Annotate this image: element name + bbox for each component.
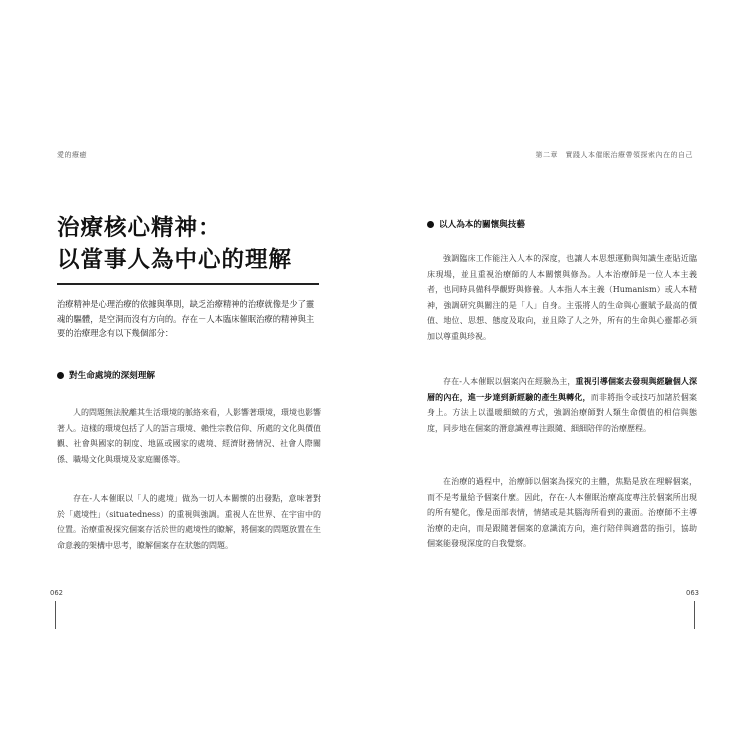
body-paragraph-left-2: 存在-人本催眠以「人的處境」做為一切人本關懷的出發點，意味著對於「處境性」（situatedness）的重視與強調。重視人在世界、在宇宙中的位置。治療重視探究個案存活於世的處境性的瞭解，將個案的問題放置在生命意義的架構中思考，瞭解個案存在狀態的問題。: [57, 494, 321, 550]
section-heading-right-text: 以人為本的關懷與技藝: [439, 220, 525, 230]
folio-rule-right: [694, 601, 695, 629]
bullet-icon: [57, 372, 64, 379]
running-head-right: 第二章 實踐人本催眠治療帶領探索內在的自己: [535, 151, 693, 159]
body-paragraph-left-1: 人的問題無法脫離其生活環境的脈絡來看，人影響著環境，環境也影響著人。這樣的環境包括了人的語言環境、賴性宗教信仰、所處的文化與價值觀、社會與國家的制度、地區或國家的處境、經濟財務情況、社會人際關係、職場文化與環境及家庭關係等。: [57, 408, 321, 464]
running-head-left: 愛的療癒: [57, 151, 87, 159]
intro-paragraph: 治療精神是心理治療的依據與準則，缺乏治療精神的治療就像是少了靈魂的驅體，是空洞而沒有方向的。存在－人本臨床催眠治療的精神與主要的治療理念有以下幾個部分：: [57, 299, 315, 339]
body-paragraph-right-3: 在治療的過程中，治療師以個案為探究的主體，焦點是放在理解個案，而不是考量給予個案什麼。因此，存在-人本催眠治療高度專注於個案所出現的所有變化，像是面部表情，情緒或是其腦海所看到的畫面。治療師不主導治療的走向，而是跟隨著個案的意識流方向，進行陪伴與適當的指引，協助個案能發現深度的自我覺察。: [427, 477, 697, 549]
title-rule: [57, 283, 319, 285]
body-paragraph-right-1: 強調臨床工作能注入人本的深度，也讓人本思想運動與知識生產貼近臨床現場，並且重視治療師的人本關懷與修為。人本治療師是一位人本主義者，也同時具備科學觀野與修養。人本指人本主義（Humanism）或人本精神，強調研究與關注的是「人」自身。主張將人的生命與心靈賦予最高的價值、地位、思想、態度及取向，並且除了人之外，所有的生命與心靈都必須加以尊重與珍視。: [427, 254, 697, 341]
chapter-title: [57, 212, 292, 276]
title-line-2: 以當事人為中心的理解: [57, 247, 293, 273]
para-2-tail: 而非將指令或技巧加諸於個案身上。方法上以溫暖細緻的方式，強調治療師對人類生命價值的相信與態度，同步地在個案的潛意識裡專注跟隨、細細陪伴的治療歷程。: [427, 392, 697, 433]
section-heading-left-text: 對生命處境的深刻理解: [69, 371, 155, 381]
title-line-1: 治療核心精神：: [57, 215, 222, 241]
page-number-left: 062: [50, 589, 63, 597]
section-heading-left: [57, 369, 155, 381]
body-paragraph-right-2: [427, 374, 697, 436]
folio-rule-left: [55, 601, 56, 629]
page-number-right: 063: [686, 589, 699, 597]
bullet-icon: [427, 221, 434, 228]
section-heading-right: [427, 218, 525, 230]
para-2-emphasis: 重視引導個案去發現與經驗個人深層的內在，進一步達到新經驗的產生與轉化，: [427, 376, 698, 402]
para-2-lead: 存在-人本催眠以個案內在經驗為主，: [443, 377, 576, 386]
